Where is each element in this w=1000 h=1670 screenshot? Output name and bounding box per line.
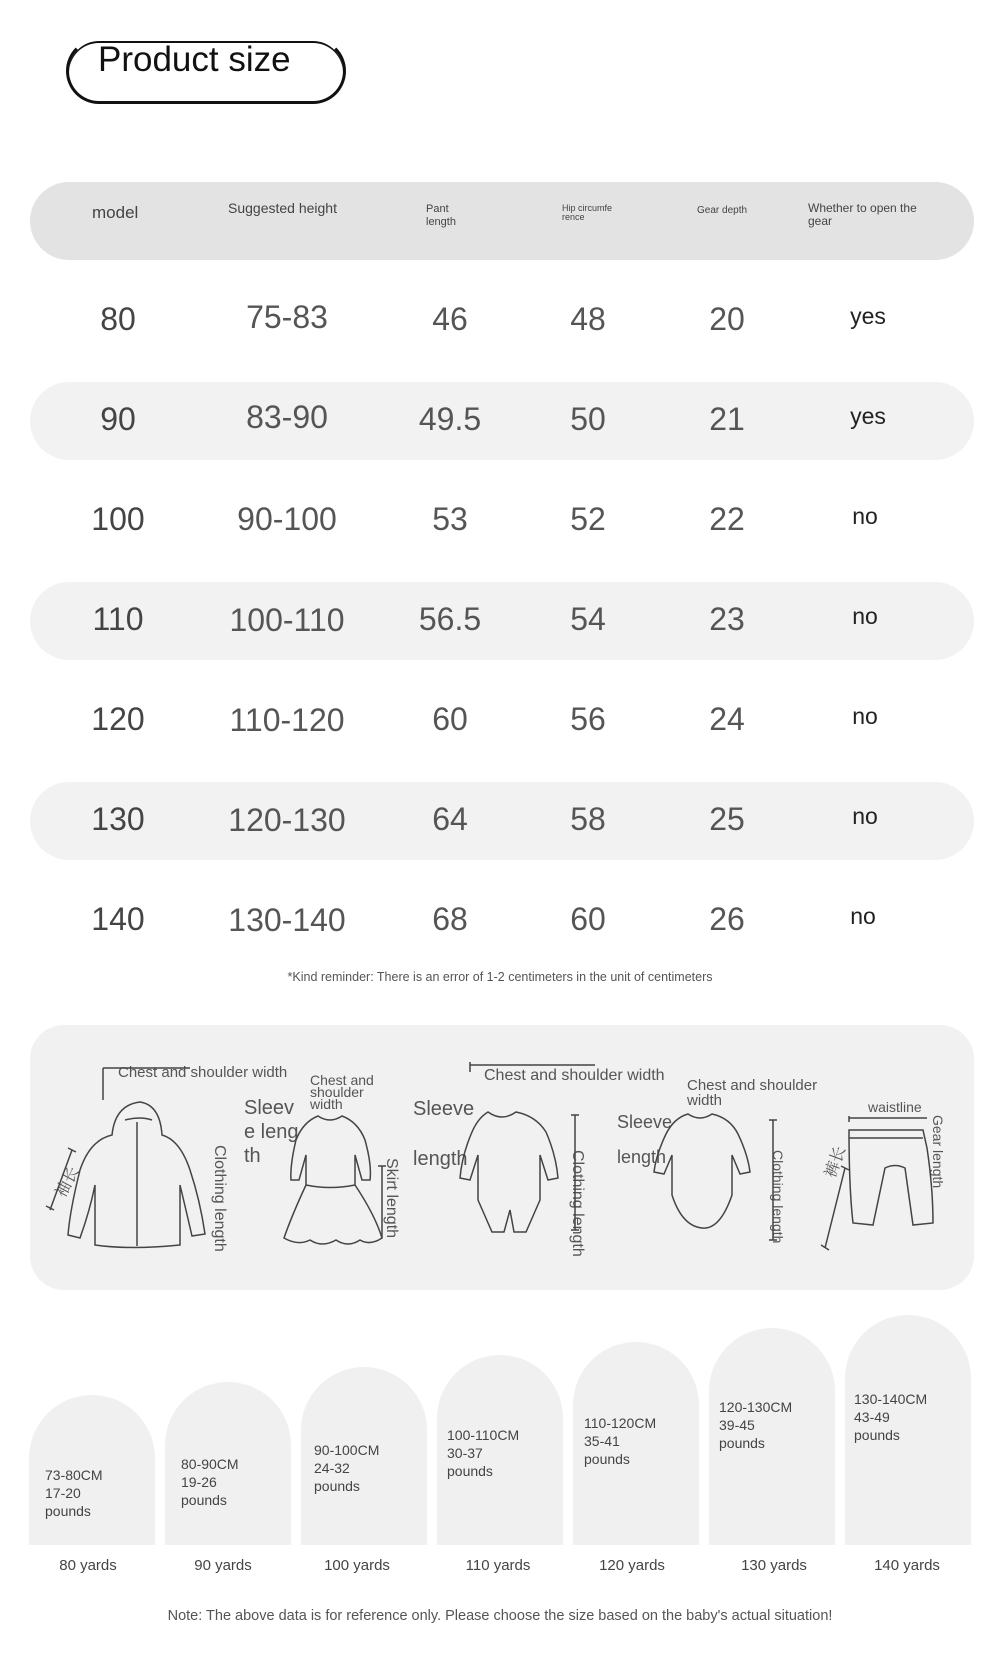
cell-hip: 50 [570, 401, 606, 437]
bodysuit-chest-label: Chest and shoulder width [687, 1077, 818, 1109]
row-bar [30, 582, 974, 660]
kind-reminder: *Kind reminder: There is an error of 1-2 centimeters in the unit of centimeters [287, 970, 713, 984]
cell-model: 80 [100, 301, 136, 337]
jacket-icon [40, 1060, 220, 1260]
pants-waist-label: waistline [868, 1099, 922, 1115]
cell-open: yes [850, 403, 886, 429]
cell-hip: 54 [570, 601, 606, 637]
dress-skirt-label: Skirt length [383, 1158, 400, 1239]
size-140-info [854, 1390, 927, 1444]
cell-open: no [852, 603, 878, 629]
size-range: 110-120CM [584, 1415, 657, 1431]
size-unit: pounds [181, 1492, 227, 1508]
size-130-info [719, 1398, 792, 1452]
header-gear: Gear depth [697, 205, 748, 216]
size-80-info [45, 1466, 103, 1520]
size-label-120: 120 yards [599, 1557, 665, 1574]
header-hip: Hip circumference [562, 203, 613, 222]
cell-pant: 46 [432, 301, 468, 337]
cell-pant: 64 [432, 801, 468, 837]
cell-gear: 26 [709, 901, 745, 937]
page-title: Product size [98, 40, 291, 79]
bodysuit-length-label: Clothing length [770, 1150, 786, 1244]
jacket-length-label: Clothing length [211, 1145, 228, 1252]
size-unit: pounds [45, 1503, 91, 1519]
romper-sleeve-label-2: length [413, 1148, 468, 1170]
cell-open: no [852, 703, 878, 729]
cell-height: 130-140 [228, 902, 346, 938]
size-120-info [584, 1414, 656, 1468]
size-range: 73-80CM [45, 1467, 103, 1483]
dress-icon [270, 1110, 390, 1250]
cell-gear: 23 [709, 601, 745, 637]
size-label-80: 80 yards [59, 1557, 117, 1574]
cell-pant: 49.5 [418, 401, 482, 437]
cell-height: 100-110 [229, 602, 345, 638]
bodysuit-icon [650, 1100, 790, 1250]
row-bar [30, 382, 974, 460]
size-range: 100-110CM [447, 1427, 520, 1443]
cell-gear: 22 [709, 501, 745, 537]
size-weight: 39-45 [719, 1417, 755, 1433]
cell-open: no [852, 803, 878, 829]
cell-pant: 68 [432, 901, 468, 937]
cell-height: 110-120 [229, 702, 345, 738]
cell-open: no [850, 903, 876, 929]
size-weight: 30-37 [447, 1445, 483, 1461]
size-range: 80-90CM [181, 1456, 239, 1472]
cell-pant: 56.5 [418, 601, 482, 637]
cell-model: 140 [91, 901, 145, 937]
size-label-110: 110 yards [465, 1557, 531, 1574]
size-label-90: 90 yards [194, 1557, 252, 1574]
romper-icon [440, 1060, 600, 1260]
size-unit: pounds [447, 1463, 493, 1479]
cell-height: 120-130 [228, 802, 346, 838]
size-weight: 17-20 [45, 1485, 81, 1501]
bodysuit-sleeve-label-2: length [617, 1147, 667, 1167]
romper-chest-label: Chest and shoulder width [484, 1067, 665, 1084]
pants-gear-label: Gear length [930, 1115, 946, 1189]
size-100-info [314, 1441, 379, 1495]
cell-model: 90 [100, 401, 136, 437]
size-weight: 19-26 [181, 1474, 217, 1490]
cell-open: no [852, 503, 878, 529]
size-label-140: 140 yards [874, 1557, 940, 1574]
cell-hip: 48 [570, 301, 606, 337]
romper-sleeve-label-1: Sleeve [413, 1098, 475, 1120]
romper-length-label: Clothing length [569, 1150, 586, 1257]
size-unit: pounds [314, 1478, 360, 1494]
cell-height: 90-100 [237, 501, 337, 537]
size-label-130: 130 yards [741, 1557, 807, 1574]
size-weight: 24-32 [314, 1460, 350, 1476]
header-model: model [92, 203, 139, 222]
cell-hip: 60 [570, 901, 606, 937]
jacket-chest-label: Chest and shoulder width [118, 1064, 288, 1081]
cell-open: yes [850, 303, 886, 329]
size-range: 120-130CM [719, 1399, 793, 1415]
cell-gear: 25 [709, 801, 745, 837]
cell-height: 75-83 [246, 299, 328, 335]
cell-height: 83-90 [246, 399, 328, 435]
header-height: Suggested height [228, 200, 337, 216]
cell-pant: 60 [432, 701, 468, 737]
pants-length-label: 裤长 [822, 1144, 850, 1181]
cell-model: 130 [91, 801, 145, 837]
size-unit: pounds [854, 1427, 900, 1443]
header-open: Whether to open the gear [808, 201, 917, 228]
jacket-sleeve-label: 袖长 [52, 1164, 83, 1201]
cell-pant: 53 [432, 501, 468, 537]
row-bar [30, 782, 974, 860]
cell-gear: 21 [709, 401, 745, 437]
size-unit: pounds [719, 1435, 765, 1451]
cell-model: 100 [91, 501, 145, 537]
size-label-100: 100 yards [324, 1557, 390, 1574]
dress-sleeve-label: Sleeve length [244, 1097, 299, 1167]
size-weight: 35-41 [584, 1433, 620, 1449]
cell-hip: 52 [570, 501, 606, 537]
size-range: 130-140CM [854, 1391, 928, 1407]
cell-gear: 24 [709, 701, 745, 737]
pants-icon [815, 1108, 935, 1258]
size-110-info [447, 1426, 519, 1480]
header-pant: Pant length [426, 203, 456, 228]
cell-hip: 58 [570, 801, 606, 837]
dress-chest-label: Chest and shoulder width [310, 1072, 374, 1112]
size-weight: 43-49 [854, 1409, 890, 1425]
cell-hip: 56 [570, 701, 606, 737]
cell-model: 110 [92, 601, 144, 637]
size-unit: pounds [584, 1451, 630, 1467]
reference-note: Note: The above data is for reference only. Please choose the size based on the baby's actual situation! [167, 1608, 833, 1624]
size-90-info [181, 1455, 239, 1509]
size-range: 90-100CM [314, 1442, 380, 1458]
cell-gear: 20 [709, 301, 745, 337]
bodysuit-sleeve-label-1: Sleeve [617, 1112, 673, 1132]
cell-model: 120 [91, 701, 145, 737]
